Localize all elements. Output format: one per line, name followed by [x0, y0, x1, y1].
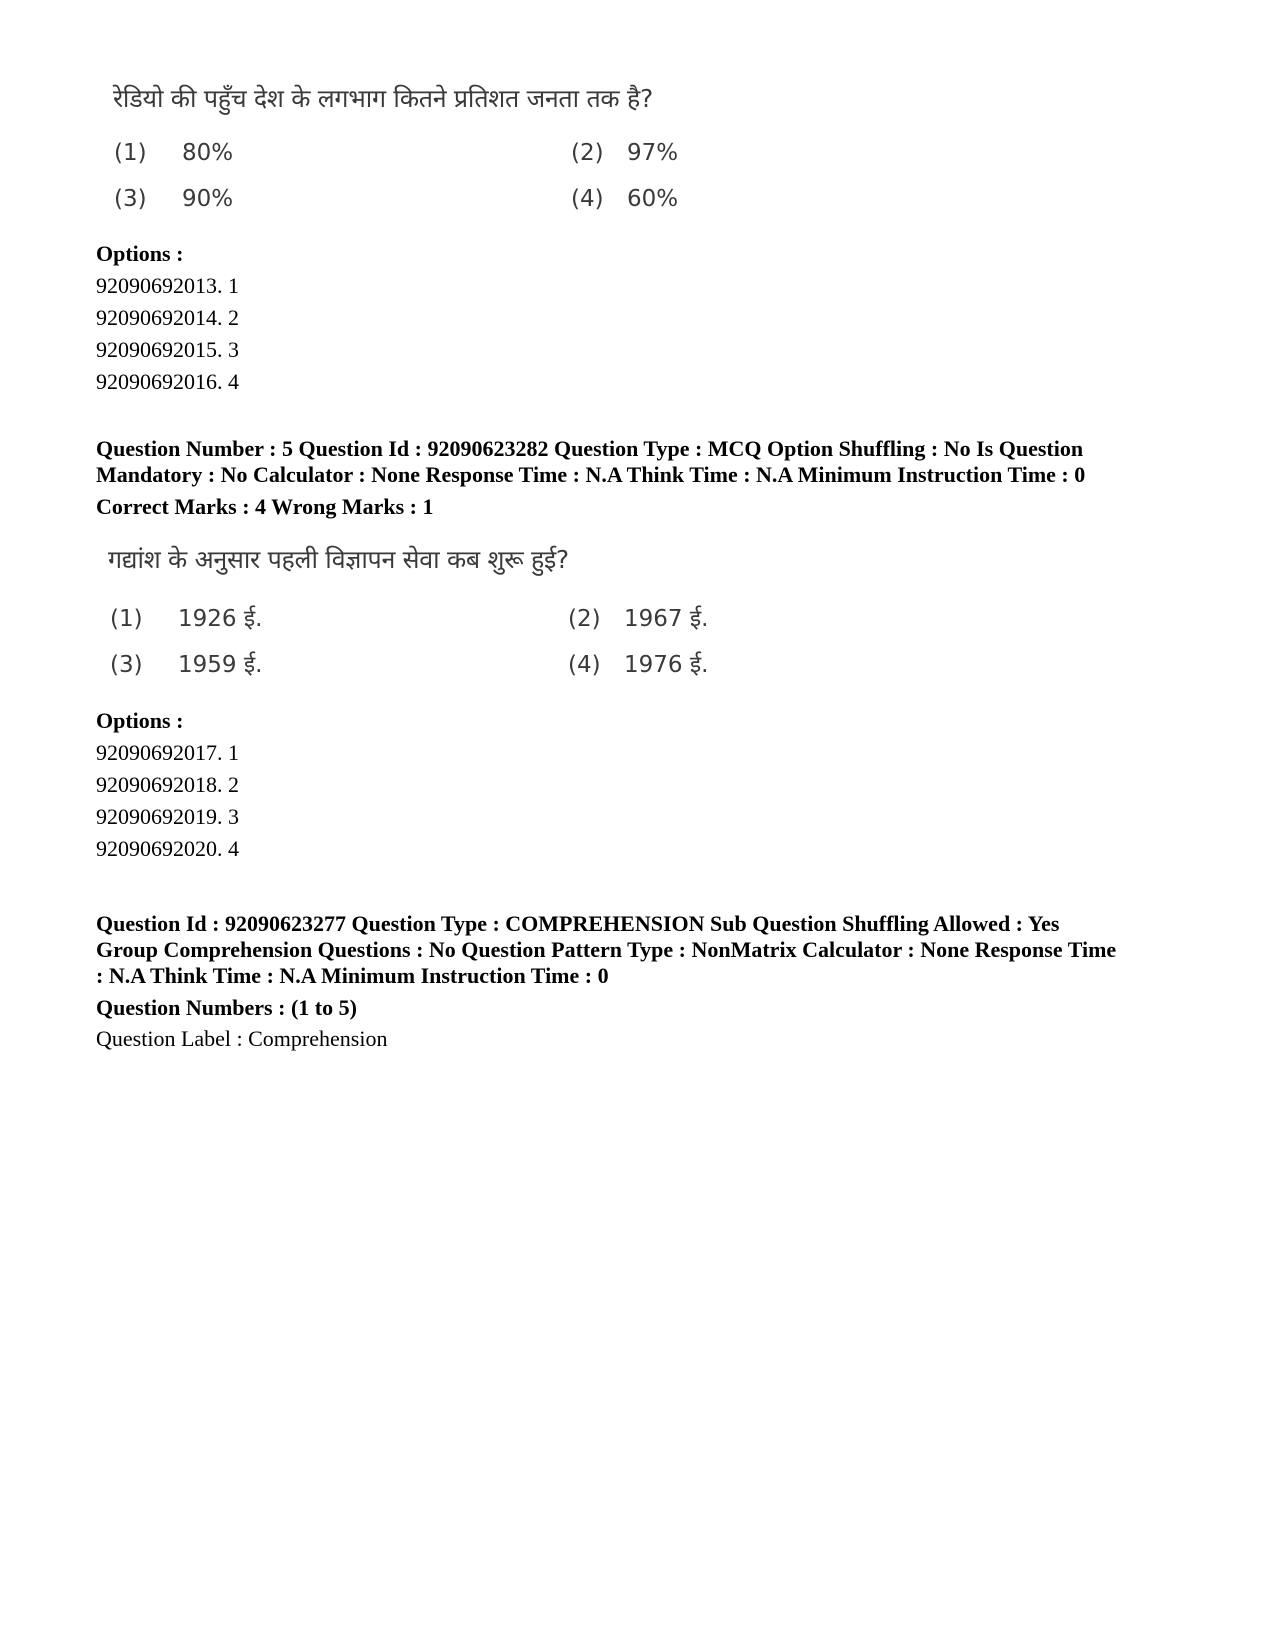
option-number: (4) — [571, 186, 604, 212]
comprehension-meta-line-1: Question Id : 92090623277 Question Type : COMPREHENSION Sub Question Shuffling Allowed : Yes — [96, 911, 1060, 936]
option-number: (4) — [568, 652, 601, 678]
options-heading: Options : — [96, 708, 184, 733]
question-5-meta-line-2: Mandatory : No Calculator : None Response Time : N.A Think Time : N.A Minimum Instruction Time : 0 — [96, 462, 1086, 487]
option-text: 1926 ई. — [178, 606, 263, 632]
option-number: (3) — [114, 186, 147, 212]
options-heading: Options : — [96, 241, 184, 266]
question-5-option-3 — [110, 647, 262, 679]
question-4-option-1 — [114, 140, 233, 166]
question-label: Question Label : Comprehension — [96, 1026, 388, 1051]
option-number: (2) — [568, 606, 601, 632]
question-5-option-4 — [568, 647, 708, 679]
option-number: (1) — [114, 140, 147, 166]
option-id: 92090692014. 2 — [96, 305, 239, 330]
option-id: 92090692018. 2 — [96, 772, 239, 797]
option-text: 90% — [182, 186, 234, 212]
option-id: 92090692015. 3 — [96, 337, 239, 362]
option-text: 60% — [627, 186, 679, 212]
question-numbers: Question Numbers : (1 to 5) — [96, 995, 357, 1020]
question-5-option-2 — [568, 601, 708, 633]
comprehension-meta-line-3: : N.A Think Time : N.A Minimum Instruction Time : 0 — [96, 963, 609, 988]
question-4-option-2 — [571, 140, 678, 166]
question-5-stem: गद्यांश के अनुसार पहली विज्ञापन सेवा कब शुरू हुई? — [108, 545, 569, 574]
option-number: (1) — [110, 606, 143, 632]
option-id: 92090692016. 4 — [96, 369, 239, 394]
question-5-marks: Correct Marks : 4 Wrong Marks : 1 — [96, 494, 434, 519]
question-5-metadata — [96, 436, 1196, 520]
question-4-options — [96, 238, 1196, 398]
question-5-options — [96, 705, 1196, 865]
option-number: (3) — [110, 652, 143, 678]
option-text: 97% — [627, 140, 679, 166]
question-4-option-3 — [114, 186, 233, 212]
comprehension-meta-line-2: Group Comprehension Questions : No Question Pattern Type : NonMatrix Calculator : None Response Time — [96, 937, 1117, 962]
question-5-meta-line-1: Question Number : 5 Question Id : 92090623282 Question Type : MCQ Option Shuffling : No Is Question — [96, 436, 1084, 461]
option-text: 1959 ई. — [178, 652, 263, 678]
option-text: 1976 ई. — [624, 652, 709, 678]
option-id: 92090692020. 4 — [96, 836, 239, 861]
option-text: 80% — [182, 140, 234, 166]
question-5-option-1 — [110, 601, 262, 633]
option-text: 1967 ई. — [624, 606, 709, 632]
option-id: 92090692019. 3 — [96, 804, 239, 829]
option-id: 92090692017. 1 — [96, 740, 239, 765]
option-number: (2) — [571, 140, 604, 166]
question-label-block — [96, 1023, 1196, 1055]
question-4-stem: रेडियो की पहुँच देश के लगभाग कितने प्रतिशत जनता तक है? — [113, 84, 653, 113]
comprehension-metadata — [96, 911, 1196, 1021]
question-4-option-4 — [571, 186, 678, 212]
option-id: 92090692013. 1 — [96, 273, 239, 298]
